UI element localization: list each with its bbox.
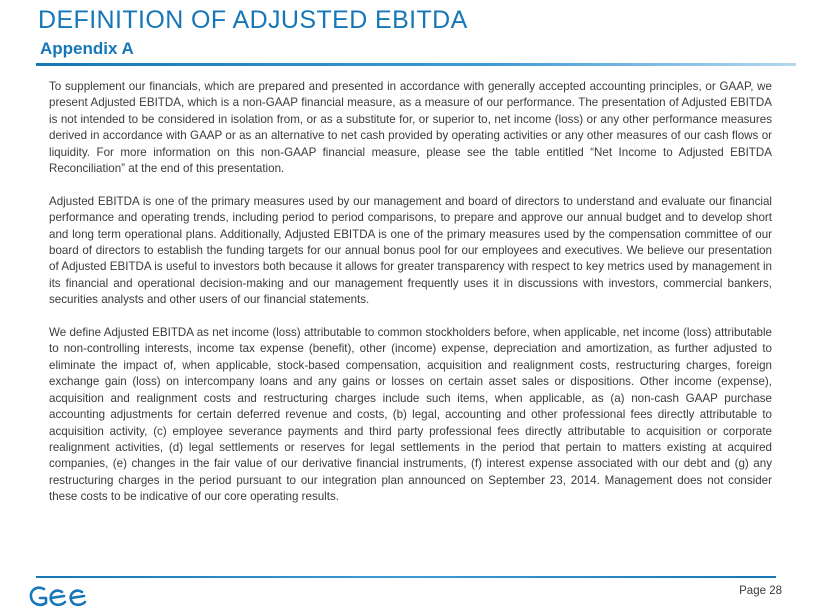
page-title: DEFINITION OF ADJUSTED EBITDA bbox=[38, 6, 468, 34]
page-number: Page 28 bbox=[739, 585, 782, 597]
paragraph-intro: To supplement our financials, which are prepared and presented in accordance with generally accepted accounting principles, or GAAP, we present Adjusted EBITDA, which is a non-GAAP financial measure, as a measure of our performance. The presentation of Adjusted EBITDA is not intended to be considered in isolation from, or as a substitute for, or superior to, net income (loss) or any other performance measures derived in accordance with GAAP or as an alternative to net cash provided by operating activities or any other measures of our cash flows or liquidity. For more information on this non-GAAP financial measure, please see the table entitled “Net Income to Adjusted EBITDA Reconciliation” at the end of this presentation. bbox=[49, 80, 772, 176]
page-subtitle: Appendix A bbox=[40, 39, 134, 58]
footer-divider bbox=[36, 576, 776, 578]
document-body bbox=[49, 79, 772, 506]
company-logo-icon bbox=[28, 582, 92, 610]
title-divider bbox=[36, 63, 796, 66]
paragraph-definition: We define Adjusted EBITDA as net income (loss) attributable to common stockholders before, when applicable, net income (loss) attributable to non-controlling interests, income tax expense (benefit), other (income) expense, depreciation and amortization, as further adjusted to eliminate the impact of, when applicable, stock-based compensation, acquisition and realignment costs, restructuring charges, foreign exchange gain (loss) on intercompany loans and any gains or losses on certain asset sales or dispositions. Other income (expense), acquisition and realignment costs and restructuring charges include such items, when applicable, as (a) non-cash GAAP purchase accounting adjustments for certain deferred revenue and costs, (b) legal, accounting and other professional fees directly attributable to acquisition activity, (c) employee severance payments and third party professional fees directly attributable to acquisition or corporate realignment activities, (d) legal settlements or reserves for legal settlements in the period that pertain to matters existing at acquired companies, (e) changes in the fair value of our derivative financial instruments, (f) interest expense associated with our debt and (g) any restructuring charges in the period pursuant to our integration plan announced on September 23, 2014. Management does not consider these costs to be indicative of our core operating results. bbox=[49, 326, 772, 504]
paragraph-usage: Adjusted EBITDA is one of the primary measures used by our management and board of directors to understand and evaluate our financial performance and operating trends, including period to period comparisons, to prepare and approve our annual budget and to develop short and long term operational plans. Additionally, Adjusted EBITDA is one of the primary measures used by the compensation committee of our board of directors to establish the funding targets for our annual bonus pool for our employees and executives. We believe our presentation of Adjusted EBITDA is useful to investors both because it allows for greater transparency with respect to key metrics used by management in its financial and operational decision-making and our management frequently uses it in discussions with investors, commercial bankers, securities analysts and other users of our financial statements. bbox=[49, 194, 772, 307]
